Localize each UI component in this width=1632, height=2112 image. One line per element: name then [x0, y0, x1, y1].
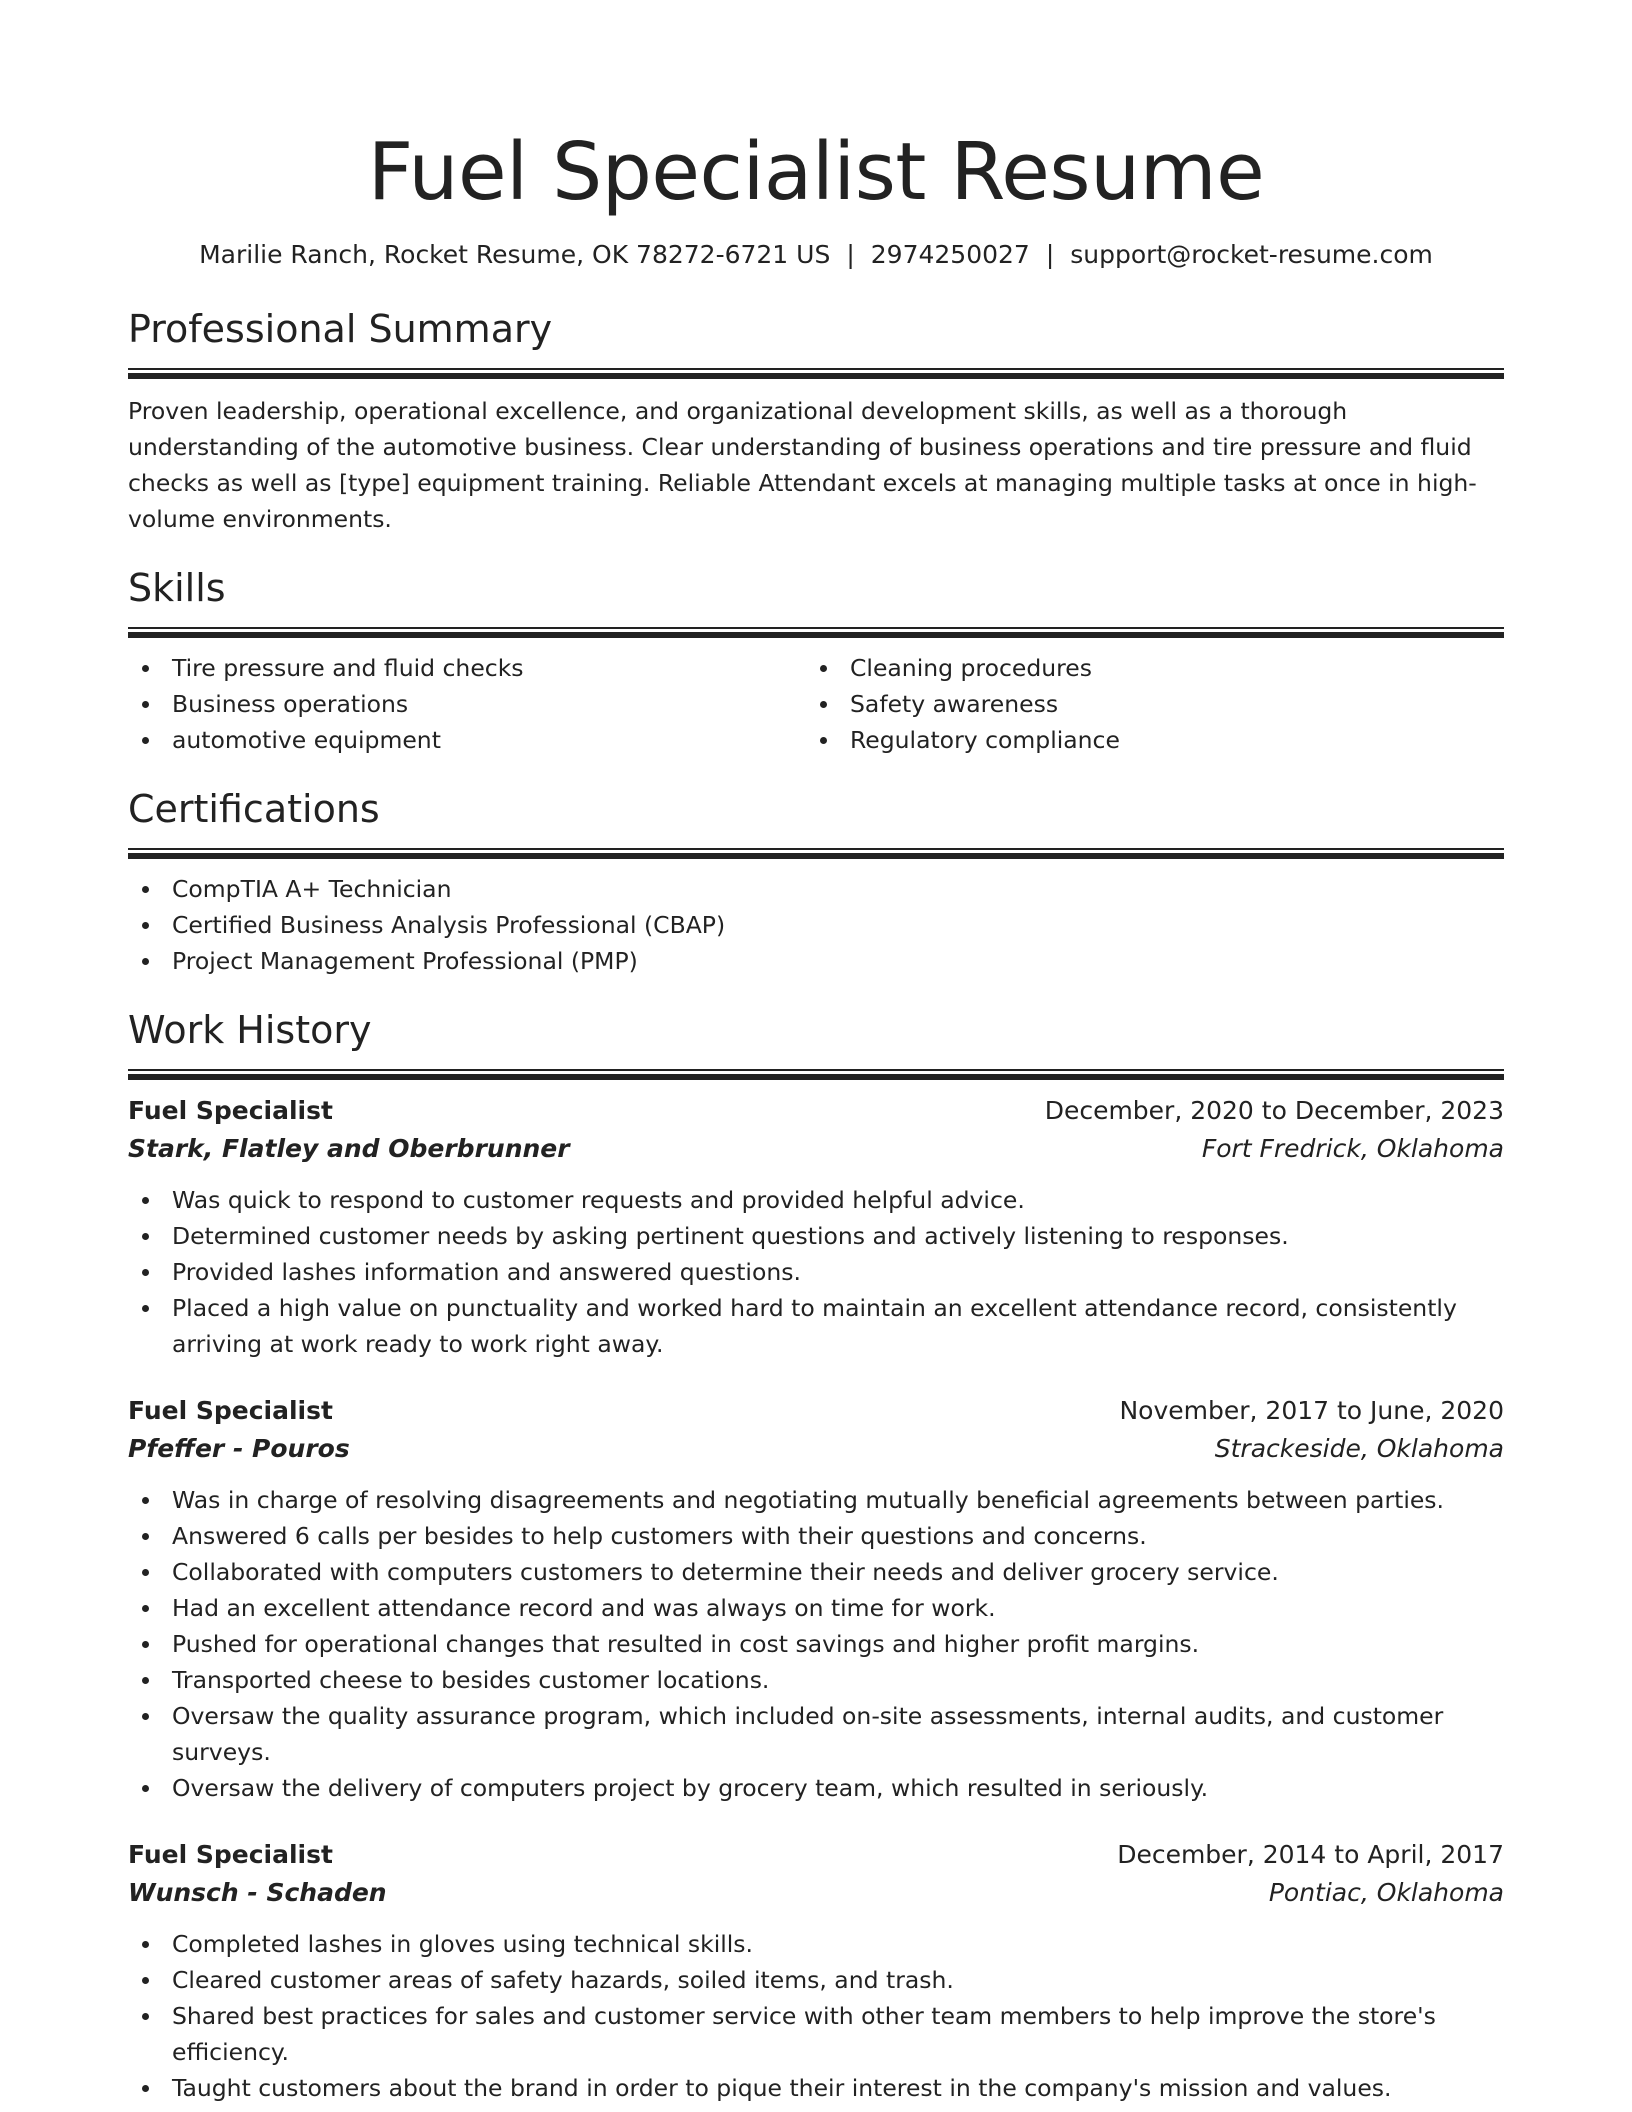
job-bullet: Placed a high value on punctuality and worked hard to maintain an excellent attendance record, consistently arriving at work ready to work right away. — [128, 1290, 1504, 1362]
section-divider — [128, 627, 1504, 638]
job-company: Stark, Flatley and Oberbrunner — [128, 1134, 570, 1163]
job-company: Wunsch - Schaden — [128, 1878, 387, 1907]
skill-item: Regulatory compliance — [806, 722, 1484, 758]
contact-phone: 2974250027 — [870, 240, 1030, 269]
certifications-section — [128, 784, 1504, 979]
section-heading-skills: Skills — [128, 566, 226, 610]
job-bullet: Completed lashes in gloves using technical skills. — [128, 1926, 1504, 1962]
job-bullets — [128, 1926, 1504, 2106]
work-history-section — [128, 1005, 1504, 2106]
job-subheader — [128, 1430, 1504, 1468]
skill-item: automotive equipment — [128, 722, 806, 758]
job-entry — [128, 1092, 1504, 1362]
section-heading-summary: Professional Summary — [128, 307, 553, 351]
skills-right-column — [806, 650, 1484, 758]
certification-item: Certified Business Analysis Professional (CBAP) — [128, 907, 1504, 943]
section-heading-certifications: Certifications — [128, 787, 380, 831]
job-bullet: Provided lashes information and answered questions. — [128, 1254, 1504, 1290]
job-bullet: Collaborated with computers customers to determine their needs and deliver grocery service. — [128, 1554, 1504, 1590]
contact-email: support@rocket-resume.com — [1070, 240, 1433, 269]
skill-item: Cleaning procedures — [806, 650, 1484, 686]
job-dates: December, 2014 to April, 2017 — [1117, 1840, 1504, 1869]
job-bullet: Was quick to respond to customer requests and provided helpful advice. — [128, 1182, 1504, 1218]
job-bullet: Cleared customer areas of safety hazards, soiled items, and trash. — [128, 1962, 1504, 1998]
skill-item: Safety awareness — [806, 686, 1484, 722]
skill-item: Tire pressure and fluid checks — [128, 650, 806, 686]
section-divider — [128, 368, 1504, 379]
job-bullet: Shared best practices for sales and customer service with other team members to help improve the store's efficiency. — [128, 1998, 1504, 2070]
contact-address: Marilie Ranch, Rocket Resume, OK 78272-6721 US — [199, 240, 831, 269]
job-entry — [128, 1392, 1504, 1806]
job-bullet: Was in charge of resolving disagreements and negotiating mutually beneficial agreements between parties. — [128, 1482, 1504, 1518]
job-title: Fuel Specialist — [128, 1840, 333, 1869]
summary-text: Proven leadership, operational excellence, and organizational development skills, as well as a thorough understanding of the automotive business. Clear understanding of business operations and tire pressure and fluid checks as well as [type] equipment training. Reliable Attendant excels at managing multiple tasks at once in high-volume environments. — [128, 397, 1477, 533]
skills-section — [128, 563, 1504, 758]
job-subheader — [128, 1130, 1504, 1168]
job-subheader — [128, 1874, 1504, 1912]
job-bullets — [128, 1482, 1504, 1806]
certification-item: CompTIA A+ Technician — [128, 871, 1504, 907]
job-dates: November, 2017 to June, 2020 — [1119, 1396, 1504, 1425]
job-header — [128, 1836, 1504, 1874]
section-heading-work-history: Work History — [128, 1008, 372, 1052]
resume-page — [128, 0, 1504, 2106]
skill-item: Business operations — [128, 686, 806, 722]
job-header — [128, 1392, 1504, 1430]
job-location: Pontiac, Oklahoma — [1268, 1878, 1504, 1907]
job-bullet: Answered 6 calls per besides to help customers with their questions and concerns. — [128, 1518, 1504, 1554]
job-bullet: Taught customers about the brand in order to pique their interest in the company's mission and values. — [128, 2070, 1504, 2106]
section-divider — [128, 848, 1504, 859]
job-bullet: Oversaw the delivery of computers project by grocery team, which resulted in seriously. — [128, 1770, 1504, 1806]
skills-left-column — [128, 650, 806, 758]
job-location: Strackeside, Oklahoma — [1214, 1434, 1504, 1463]
job-title: Fuel Specialist — [128, 1096, 333, 1125]
section-divider — [128, 1069, 1504, 1080]
job-header — [128, 1092, 1504, 1130]
job-bullets — [128, 1182, 1504, 1362]
skills-grid — [128, 650, 1504, 758]
job-entry — [128, 1836, 1504, 2106]
job-bullet: Transported cheese to besides customer locations. — [128, 1662, 1504, 1698]
certifications-list — [128, 871, 1504, 979]
contact-line — [128, 238, 1504, 272]
certification-item: Project Management Professional (PMP) — [128, 943, 1504, 979]
job-company: Pfeffer - Pouros — [128, 1434, 350, 1463]
summary-section — [128, 304, 1504, 537]
contact-separator: | — [846, 240, 855, 269]
job-location: Fort Fredrick, Oklahoma — [1201, 1134, 1504, 1163]
job-bullet: Determined customer needs by asking pertinent questions and actively listening to responses. — [128, 1218, 1504, 1254]
contact-separator: | — [1045, 240, 1055, 269]
page-title: Fuel Specialist Resume — [367, 126, 1265, 218]
job-bullet: Had an excellent attendance record and was always on time for work. — [128, 1590, 1504, 1626]
job-bullet: Pushed for operational changes that resulted in cost savings and higher profit margins. — [128, 1626, 1504, 1662]
job-dates: December, 2020 to December, 2023 — [1044, 1096, 1504, 1125]
job-title: Fuel Specialist — [128, 1396, 333, 1425]
job-bullet: Oversaw the quality assurance program, which included on-site assessments, internal audits, and customer surveys. — [128, 1698, 1504, 1770]
